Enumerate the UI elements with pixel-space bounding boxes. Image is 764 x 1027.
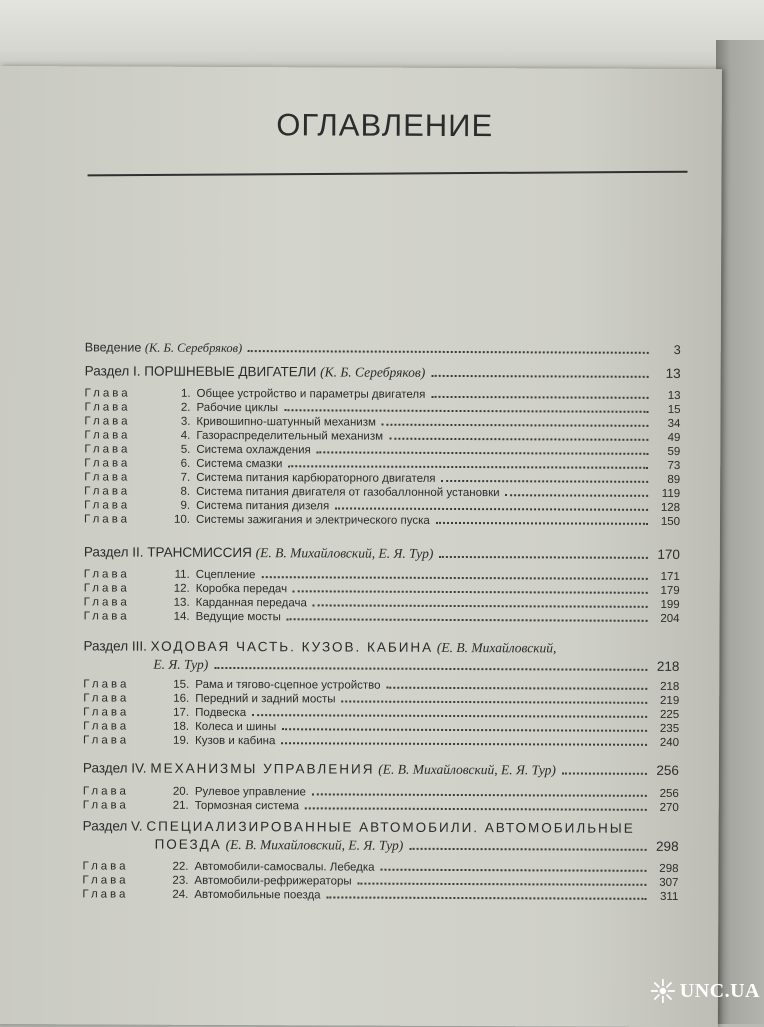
chapter-title: Системы зажигания и электрического пуска xyxy=(195,513,430,527)
chapter-number: 17. xyxy=(173,706,190,719)
section-name-cont: ПОЕЗДА xyxy=(154,836,222,852)
page-number: 3 xyxy=(673,342,681,357)
chapter-title: Газораспределительный механизм xyxy=(196,429,384,443)
leader-dots xyxy=(317,451,649,454)
chapter-label: Глава xyxy=(84,457,131,470)
leader-dots xyxy=(327,896,647,899)
leader-dots xyxy=(506,494,649,497)
leader-dots xyxy=(358,883,647,886)
toc-chapter xyxy=(84,443,680,458)
chapter-title: Система питания карбюраторного двигателя xyxy=(196,471,436,485)
toc-chapter xyxy=(84,568,680,583)
chapter-number: 10. xyxy=(173,513,191,526)
page-number: 49 xyxy=(667,431,681,444)
leader-dots xyxy=(313,604,648,607)
leader-dots xyxy=(284,409,648,413)
watermark-text: UNC.UA xyxy=(679,979,760,1002)
page-number: 170 xyxy=(657,546,680,562)
toc-chapter xyxy=(85,387,681,402)
leader-dots xyxy=(442,480,649,483)
section-name: МЕХАНИЗМЫ УПРАВЛЕНИЯ xyxy=(150,760,375,777)
toc-section-1 xyxy=(85,363,681,382)
chapter-label: Глава xyxy=(84,401,131,414)
leader-dots xyxy=(387,687,648,690)
chapter-title: Коробка передач xyxy=(195,582,288,596)
title-rule xyxy=(88,171,688,177)
leader-dots xyxy=(439,556,648,559)
chapter-title: Рулевое управление xyxy=(194,785,307,799)
chapter-number: 21. xyxy=(172,799,189,812)
chapter-label: Глава xyxy=(84,485,131,498)
chapter-number: 5. xyxy=(180,443,191,456)
section-label: Раздел I. xyxy=(84,363,141,379)
page-number: 199 xyxy=(660,598,680,611)
toc-chapter xyxy=(84,471,680,486)
page-number: 218 xyxy=(660,680,680,693)
intro-label: Введение xyxy=(84,340,142,355)
toc-chapter xyxy=(83,720,679,735)
chapter-number: 3. xyxy=(180,415,191,428)
chapter-number: 16. xyxy=(173,692,190,705)
leader-dots xyxy=(252,714,647,718)
leader-dots xyxy=(261,576,647,580)
toc-section-3-cont xyxy=(83,656,679,675)
page-number: 218 xyxy=(656,658,680,674)
section-label: Раздел II. xyxy=(83,544,144,560)
toc-chapter xyxy=(84,485,680,500)
chapter-title: Рама и тягово-сцепное устройство xyxy=(195,678,381,692)
sunburst-icon xyxy=(650,975,676,1007)
chapter-label: Глава xyxy=(84,443,131,456)
page-number: 89 xyxy=(667,473,681,486)
leader-dots xyxy=(214,667,647,671)
leader-dots xyxy=(389,438,648,441)
page-number: 240 xyxy=(659,736,680,749)
chapter-number: 2. xyxy=(180,401,191,414)
chapter-label: Глава xyxy=(83,610,130,623)
chapter-label: Глава xyxy=(83,678,130,691)
section-author: (Е. В. Михайловский, xyxy=(436,639,557,656)
watermark xyxy=(650,968,760,1014)
toc-chapter xyxy=(83,799,679,814)
chapter-title: Автомобили-рефрижераторы xyxy=(194,874,352,888)
leader-dots xyxy=(431,375,648,378)
leader-dots xyxy=(305,807,647,810)
chapter-label: Глава xyxy=(83,692,130,705)
chapter-label: Глава xyxy=(83,568,130,581)
toc-section-2 xyxy=(84,544,680,563)
toc-chapter xyxy=(84,415,680,430)
toc-chapter xyxy=(83,706,679,721)
chapter-title: Рабочие циклы xyxy=(196,401,279,415)
chapter-title: Тормозная система xyxy=(194,799,300,813)
leader-dots xyxy=(293,590,648,594)
toc-chapter xyxy=(84,457,680,472)
toc-chapter xyxy=(84,582,680,597)
toc-chapter xyxy=(84,499,680,514)
section-author: (Е. В. Михайловский, Е. Я. Тур) xyxy=(255,545,434,561)
chapter-label: Глава xyxy=(83,596,130,609)
chapter-number: 14. xyxy=(173,610,190,623)
chapter-title: Передний и задний мосты xyxy=(195,692,336,706)
table-surface xyxy=(0,0,764,70)
section-author-cont: Е. Я. Тур) xyxy=(153,656,209,672)
section-name: ХОДОВАЯ ЧАСТЬ. КУЗОВ. КАБИНА xyxy=(150,638,434,655)
chapter-label: Глава xyxy=(84,499,131,512)
chapter-number: 11. xyxy=(174,568,190,581)
chapter-number: 7. xyxy=(180,471,191,484)
toc-chapter xyxy=(82,860,678,875)
chapter-number: 19. xyxy=(173,734,190,747)
leader-dots xyxy=(281,742,647,746)
chapter-title: Общее устройство и параметры двигателя xyxy=(196,387,426,401)
page-number: 298 xyxy=(659,862,679,875)
section-name: ТРАНСМИССИЯ xyxy=(147,544,252,561)
chapter-number: 4. xyxy=(180,429,191,442)
section-author: (Е. В. Михайловский, Е. Я. Тур) xyxy=(225,836,404,853)
chapter-label: Глава xyxy=(82,860,129,873)
chapter-title: Автомобильные поезда xyxy=(194,888,321,902)
page-number: 15 xyxy=(667,403,681,416)
chapter-number: 20. xyxy=(172,785,189,798)
chapter-title: Карданная передача xyxy=(195,596,307,610)
page-number: 270 xyxy=(659,801,679,814)
leader-dots xyxy=(288,465,648,469)
page-number: 256 xyxy=(659,787,679,800)
chapter-title: Колеса и шины xyxy=(195,720,277,734)
leader-dots xyxy=(436,522,648,525)
toc-section-4 xyxy=(83,760,679,779)
toc-section-3 xyxy=(83,638,679,657)
section-label: Раздел IV. xyxy=(82,760,147,776)
chapter-number: 24. xyxy=(172,888,189,901)
toc-chapter xyxy=(83,734,679,749)
leader-dots xyxy=(342,700,648,703)
chapter-title: Система питания дизеля xyxy=(196,499,330,513)
leader-dots xyxy=(287,618,648,622)
chapter-number: 15. xyxy=(173,678,190,691)
page-number: 150 xyxy=(660,515,681,528)
chapter-number: 13. xyxy=(173,596,190,609)
page-number: 13 xyxy=(665,365,681,381)
section-label: Раздел III. xyxy=(83,638,147,654)
leader-dots xyxy=(282,728,647,732)
page-number: 179 xyxy=(660,584,680,597)
chapter-title: Ведущие мосты xyxy=(195,610,281,624)
chapter-label: Глава xyxy=(83,513,131,526)
leader-dots xyxy=(381,869,647,872)
page-number: 34 xyxy=(667,417,681,430)
intro-author: (К. Б. Серебряков) xyxy=(144,340,243,356)
page-number: 73 xyxy=(667,459,681,472)
page-number: 13 xyxy=(667,389,681,402)
chapter-title: Система питания двигателя от газобаллонной установки xyxy=(196,485,500,500)
leader-dots xyxy=(312,793,647,796)
book-page-edge xyxy=(716,40,764,1024)
chapter-label: Глава xyxy=(84,415,131,428)
book-page xyxy=(0,66,722,1027)
chapter-label: Глава xyxy=(82,785,129,798)
page-number: 204 xyxy=(660,612,680,625)
leader-dots xyxy=(382,424,649,427)
section-name: ПОРШНЕВЫЕ ДВИГАТЕЛИ xyxy=(144,363,317,380)
leader-dots xyxy=(248,350,649,354)
toc-chapter xyxy=(83,785,679,800)
chapter-number: 8. xyxy=(180,485,191,498)
chapter-title: Подвеска xyxy=(195,706,247,720)
chapter-label: Глава xyxy=(82,799,129,812)
chapter-number: 9. xyxy=(180,499,191,512)
page-number: 256 xyxy=(656,762,679,778)
toc-chapter xyxy=(83,692,679,707)
toc-section-5-cont xyxy=(83,836,679,855)
chapter-number: 22. xyxy=(172,860,189,873)
leader-dots xyxy=(335,507,648,510)
toc-chapter xyxy=(84,429,680,444)
toc-section-5 xyxy=(83,818,679,836)
page-number: 307 xyxy=(659,876,679,889)
page-title: ОГЛАВЛЕНИЕ xyxy=(276,107,494,144)
chapter-label: Глава xyxy=(84,471,131,484)
chapter-number: 23. xyxy=(172,874,189,887)
page-number: 171 xyxy=(660,570,680,583)
chapter-label: Глава xyxy=(83,734,130,747)
chapter-label: Глава xyxy=(82,874,129,887)
section-author: (Е. В. Михайловский, Е. Я. Тур) xyxy=(378,761,556,778)
page-number: 128 xyxy=(660,501,681,514)
toc-chapter xyxy=(84,401,680,416)
chapter-number: 6. xyxy=(180,457,191,470)
chapter-title: Сцепление xyxy=(195,568,256,582)
toc-chapter xyxy=(84,596,680,611)
table-of-contents xyxy=(0,66,722,1027)
chapter-number: 1. xyxy=(180,387,191,400)
chapter-label: Глава xyxy=(83,582,130,595)
chapter-label: Глава xyxy=(82,888,129,901)
leader-dots xyxy=(431,396,648,399)
section-label: Раздел V. xyxy=(82,818,143,834)
chapter-label: Глава xyxy=(84,429,131,442)
chapter-label: Глава xyxy=(83,706,130,719)
page-number: 219 xyxy=(660,694,680,707)
chapter-title: Автомобили-самосвалы. Лебедка xyxy=(194,860,375,874)
page-number: 298 xyxy=(656,838,679,854)
page-number: 311 xyxy=(660,890,679,903)
page-number: 235 xyxy=(659,722,680,735)
chapter-label: Глава xyxy=(83,720,130,733)
chapter-title: Кривошипно-шатунный механизм xyxy=(196,415,376,429)
page-number: 119 xyxy=(661,487,681,500)
toc-chapter xyxy=(84,513,680,528)
chapter-title: Кузов и кабина xyxy=(195,734,276,748)
toc-chapter xyxy=(82,874,678,889)
chapter-title: Система смазки xyxy=(196,457,283,471)
toc-chapter xyxy=(82,888,678,903)
page-number: 59 xyxy=(667,445,681,458)
section-name: СПЕЦИАЛИЗИРОВАННЫЕ АВТОМОБИЛИ. АВТОМОБИЛЬНЫЕ xyxy=(146,818,635,836)
chapter-title: Система охлаждения xyxy=(196,443,311,457)
section-author: (К. Б. Серебряков) xyxy=(320,364,426,380)
toc-chapter xyxy=(83,678,679,693)
leader-dots xyxy=(409,848,646,851)
chapter-number: 12. xyxy=(173,582,190,595)
leader-dots xyxy=(562,772,647,774)
toc-intro xyxy=(85,340,681,358)
chapter-number: 18. xyxy=(173,720,190,733)
toc-chapter xyxy=(84,610,680,625)
chapter-label: Глава xyxy=(84,387,131,400)
page-number: 225 xyxy=(659,708,680,721)
